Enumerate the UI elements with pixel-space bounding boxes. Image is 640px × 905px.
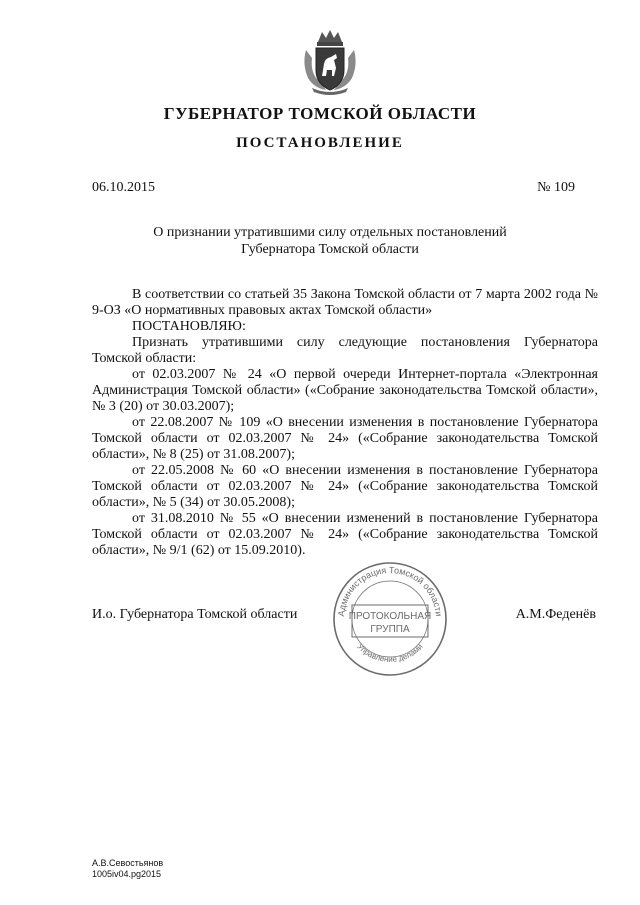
list-item: от 22.08.2007 № 109 «О внесении изменения в постановление Губернатора Томской области от 02.03.2007 № 24» («Собрание законодательства Томской области», № 8 (25) от 31.08.2007); [92,415,598,462]
stamp-center-line-2: ГРУППА [370,624,410,635]
list-item: от 02.03.2007 № 24 «О первой очереди Интернет-портала «Электронная Администрация Томской области» («Собрание законодательства Томской области», № 3 (20) от 30.03.2007); [92,367,598,414]
stamp-bottom-text: Управление делами [355,642,425,664]
official-stamp [326,557,454,677]
org-title: ГУБЕРНАТОР ТОМСКОЙ ОБЛАСТИ [163,104,477,123]
document-subject [130,224,530,258]
subject-line-1: О признании утратившими силу отдельных постановлений [153,225,507,240]
document-body [92,287,598,559]
resolution-paragraph: Признать утратившими силу следующие постановления Губернатора Томской области: [92,335,598,366]
list-item: от 31.08.2010 № 55 «О внесении изменений в постановление Губернатора Томской области от 02.03.2007 № 24» («Собрание законодательства Томской области», № 9/1 (62) от 15.09.2010). [92,511,598,558]
stamp-outer-text: Администрация Томской области [336,564,444,617]
document-date: 06.10.2015 [92,180,155,195]
footer-file: 1005iv04.pg2015 [92,869,162,879]
decree-word: ПОСТАНОВЛЯЮ: [132,319,246,334]
tomsk-coat-of-arms-icon [298,28,362,96]
signatory-position: И.о. Губернатора Томской области [92,607,298,622]
document-type: ПОСТАНОВЛЕНИЕ [236,135,404,151]
stamp-center-line-1: ПРОТОКОЛЬНАЯ [348,611,432,622]
signatory-name: А.М.Феденёв [515,607,596,622]
list-item: от 22.05.2008 № 60 «О внесении изменения в постановление Губернатора Томской области от 02.03.2007 № 24» («Собрание законодательства Томской области», № 5 (34) от 30.05.2008); [92,463,598,510]
subject-line-2: Губернатора Томской области [241,242,419,257]
preamble-paragraph: В соответствии со статьей 35 Закона Томской области от 7 марта 2002 года № 9-ОЗ «О нормативных правовых актах Томской области» [92,287,598,318]
svg-text:Управление делами [355,642,424,664]
document-number: № 109 [537,180,575,195]
footer-author: А.В.Севостьянов [92,858,164,868]
document-footer [92,858,163,880]
